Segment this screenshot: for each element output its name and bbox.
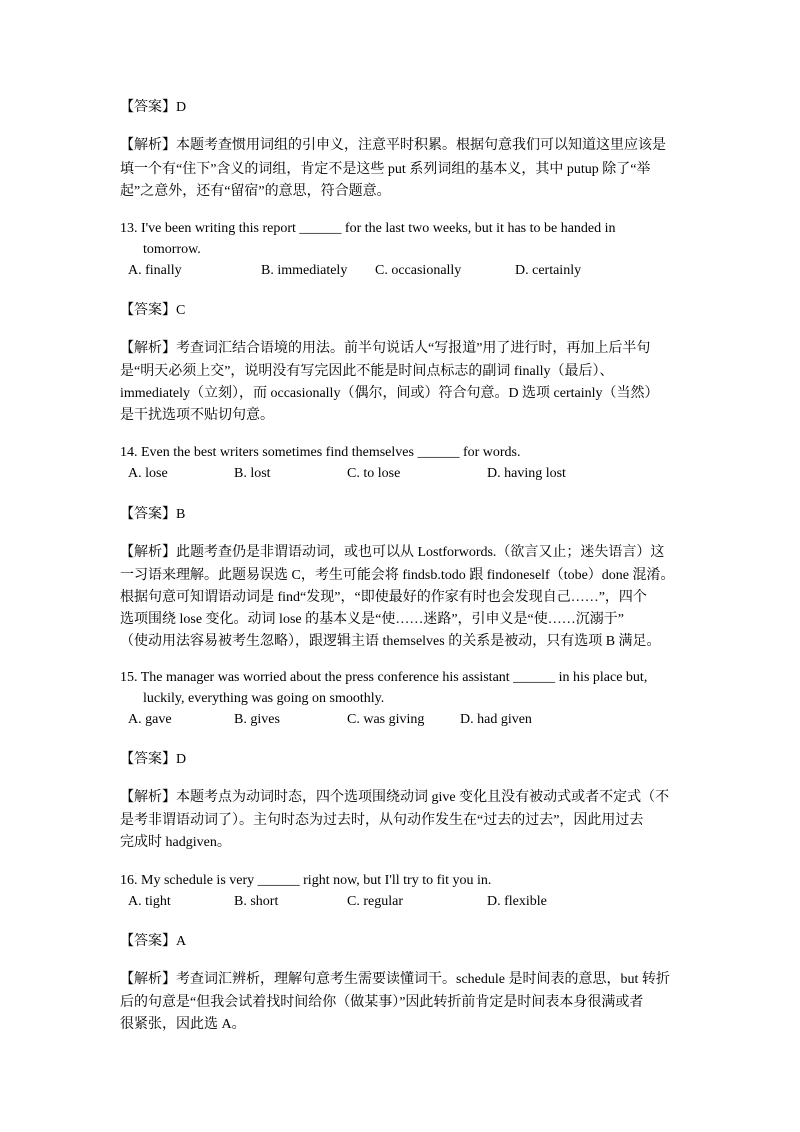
question-15-option-c: C. was giving	[347, 712, 425, 727]
question-13-option-c: C. occasionally	[375, 263, 462, 278]
question-15-option-d: D. had given	[460, 712, 532, 727]
question-16-option-c: C. regular	[347, 894, 403, 909]
explanation-15-line-1: 【解析】本题考点为动词时态，四个选项围绕动词 give 变化且没有被动式或者不定式（不	[120, 790, 670, 805]
explanation-13-line-1: 【解析】考查词汇结合语境的用法。前半句说话人“写报道”用了进行时，再加上后半句	[120, 341, 651, 356]
question-16-option-d: D. flexible	[487, 894, 547, 909]
explanation-14-line-3: 根据句意可知谓语动词是 find“发现”，“即使最好的作家有时也会发现自己……”，四个	[120, 590, 647, 605]
question-15-option-a: A. gave	[128, 712, 172, 727]
question-15-option-b: B. gives	[234, 712, 280, 727]
question-13-option-a: A. finally	[128, 263, 182, 278]
question-14-stem: 14. Even the best writers sometimes find themselves ______ for words.	[120, 445, 521, 460]
explanation-15-line-2: 是考非谓语动词了）。主句时态为过去时，从句动作发生在“过去的过去”，因此用过去	[120, 813, 644, 828]
question-14-option-c: C. to lose	[347, 466, 401, 481]
explanation-16-line-1: 【解析】考查词汇辨析，理解句意考生需要读懂词干。schedule 是时间表的意思，but 转折	[120, 972, 670, 987]
explanation-14-line-1: 【解析】此题考查仍是非谓语动词，或也可以从 Lostforwords.（欲言又止；迷失语言）这	[120, 545, 665, 560]
explanation-13-line-2: 是“明天必须上交”，说明没有写完因此不能是时间点标志的副词 finally（最后）、	[120, 364, 614, 379]
question-13-stem: 13. I've been writing this report ______ for the last two weeks, but it has to be handed in	[120, 221, 616, 236]
explanation-12-line-3: 起”之意外，还有“留宿”的意思，符合题意。	[120, 184, 391, 199]
question-16-option-a: A. tight	[128, 894, 171, 909]
answer-14: 【答案】B	[120, 507, 186, 522]
question-13-option-d: D. certainly	[515, 263, 582, 278]
answer-15: 【答案】D	[120, 752, 187, 767]
explanation-12-line-2: 填一个有“住下”含义的词组，肯定不是这些 put 系列词组的基本义，其中 putup 除了“举	[120, 162, 651, 177]
question-15-stem-cont: luckily, everything was going on smoothly.	[143, 691, 385, 706]
question-16-option-b: B. short	[234, 894, 279, 909]
explanation-13-line-3: immediately（立刻），而 occasionally（偶尔，间或）符合句意。D 选项 certainly（当然）	[120, 386, 659, 401]
question-14-option-d: D. having lost	[487, 466, 566, 481]
explanation-15-line-3: 完成时 hadgiven。	[120, 835, 231, 850]
explanation-13-line-4: 是干扰选项不贴切句意。	[120, 408, 274, 423]
question-14-option-a: A. lose	[128, 466, 168, 481]
answer-16: 【答案】A	[120, 934, 187, 949]
question-16-stem: 16. My schedule is very ______ right now, but I'll try to fit you in.	[120, 873, 492, 888]
answer-12: 【答案】D	[120, 100, 187, 115]
explanation-16-line-3: 很紧张，因此选 A。	[120, 1017, 246, 1032]
question-13-option-b: B. immediately	[261, 263, 348, 278]
answer-13: 【答案】C	[120, 303, 186, 318]
explanation-12-line-1: 【解析】本题考查惯用词组的引申义，注意平时积累。根据句意我们可以知道这里应该是	[120, 138, 666, 153]
question-13-stem-cont: tomorrow.	[143, 242, 201, 257]
explanation-16-line-2: 后的句意是“但我会试着找时间给你（做某事）”因此转折前肯定是时间表本身很满或者	[120, 995, 644, 1010]
explanation-14-line-2: 一习语来理解。此题易误选 C，考生可能会将 findsb.todo 跟 findoneself（tobe）done 混淆。	[120, 568, 675, 583]
explanation-14-line-5: （使动用法容易被考生忽略），跟逻辑主语 themselves 的关系是被动，只有选项 B 满足。	[120, 634, 661, 649]
question-14-option-b: B. lost	[234, 466, 271, 481]
explanation-14-line-4: 选项围绕 lose 变化。动词 lose 的基本义是“使……迷路”，引申义是“使……沉溺于”	[120, 612, 624, 627]
question-15-stem: 15. The manager was worried about the press conference his assistant ______ in his place but,	[120, 670, 648, 685]
